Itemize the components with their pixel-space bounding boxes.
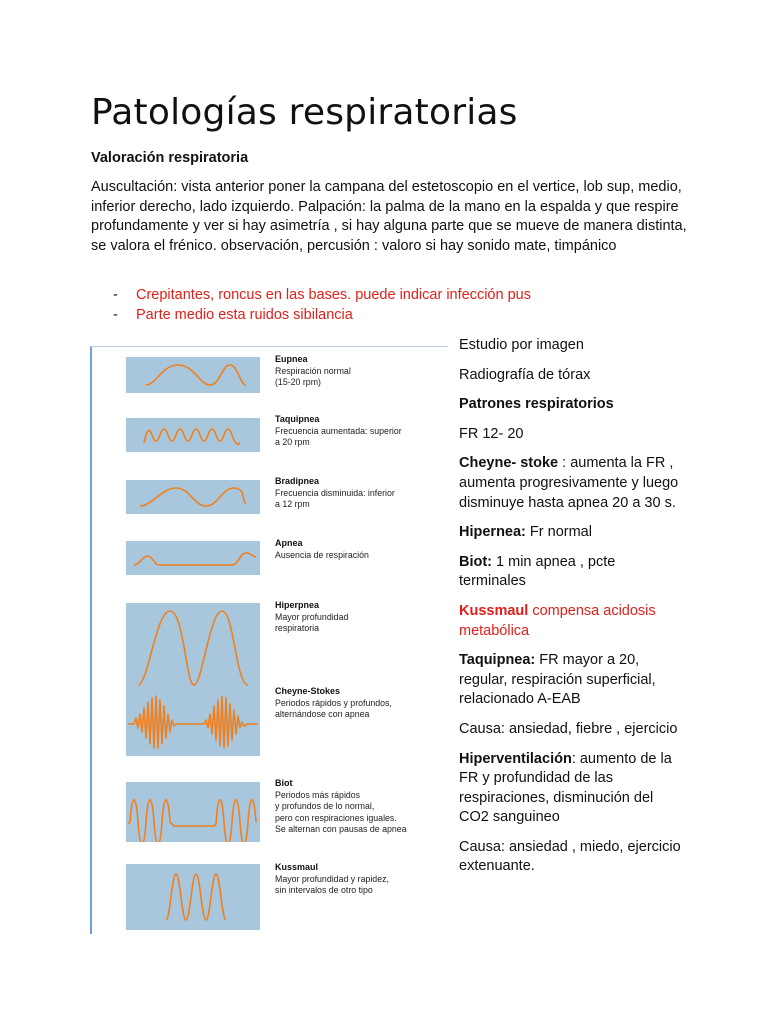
bradipnea-wave	[126, 480, 260, 514]
pattern-desc-line: Periodos rápidos y profundos,	[275, 697, 392, 708]
note-xray: Radiografía de tórax	[459, 366, 591, 383]
pattern-label	[275, 414, 455, 449]
figure-border-left	[90, 346, 92, 934]
note-biot	[459, 553, 684, 592]
auscultation-paragraph: Auscultación: vista anterior poner la campana del estetoscopio en el vertice, lob sup, medio, inferior derecho, lado izquierdo. Palpación: la palma de la mano en la espalda y que respire profundamente y ver si hay asimetría , si hay alguna parte que se mueve de manera distinta, se valora el frénico. observación, percusión : valoro si hay sonido mate, timpánico	[91, 179, 687, 254]
wave-box	[126, 480, 260, 514]
pattern-desc-line: Frecuencia disminuida: inferior	[275, 487, 395, 498]
pattern-label	[275, 778, 455, 836]
pattern-name: Bradipnea	[275, 476, 320, 486]
term: Biot:	[459, 553, 493, 570]
term-desc: FR mayor a 20, regular, respiración superficial, relacionado A-EAB	[459, 652, 656, 708]
term: Hipernea:	[459, 524, 526, 541]
wave-box	[126, 688, 260, 756]
wave-box	[126, 357, 260, 393]
pattern-desc-line: (15-20 rpm)	[275, 377, 321, 387]
term: Hiperventilación	[459, 750, 572, 767]
pattern-label	[275, 476, 455, 511]
pattern-name: Apnea	[275, 538, 303, 548]
taquipnea-wave	[126, 418, 260, 452]
term-desc: compensa acidosis metabólica	[459, 602, 656, 639]
pattern-desc-line: alternándose con apnea	[275, 709, 370, 719]
note-cheyne	[459, 454, 684, 513]
pattern-name: Taquipnea	[275, 414, 320, 424]
pattern-desc-line: respiratoria	[275, 623, 320, 633]
wave-box	[126, 864, 260, 930]
note-causa-1: Causa: ansiedad, fiebre , ejercicio	[459, 720, 678, 737]
note-fr: FR 12- 20	[459, 425, 524, 442]
pattern-desc-line: Periodos más rápidos	[275, 789, 361, 800]
term: Kussmaul	[459, 602, 529, 619]
note-causa-2: Causa: ansiedad , miedo, ejercicio extenuante.	[459, 838, 681, 875]
apnea-wave	[126, 541, 260, 575]
pattern-desc-line: sin intervalos de otro tipo	[275, 885, 373, 895]
pattern-name: Cheyne-Stokes	[275, 686, 341, 696]
pattern-desc-line: Ausencia de respiración	[275, 549, 369, 560]
term-desc: : aumenta la FR , aumenta progresivamente y luego disminuye hasta apnea 20 a 30 s.	[459, 455, 679, 511]
bullet-text: Parte medio esta ruidos sibilancia	[136, 307, 353, 323]
hiperpnea-wave	[126, 603, 260, 696]
wave-box	[126, 782, 260, 842]
pattern-label	[275, 686, 455, 721]
term: Taquipnea:	[459, 652, 536, 669]
note-hiperventilacion	[459, 750, 684, 828]
note-taquipnea	[459, 651, 684, 710]
pattern-desc-line: Frecuencia aumentada: superior	[275, 425, 402, 436]
pattern-desc-line: a 12 rpm	[275, 499, 310, 509]
pattern-desc-line: Mayor profundidad y rapidez,	[275, 873, 389, 884]
term-desc: Fr normal	[525, 524, 592, 541]
note-hipernea	[459, 523, 684, 543]
notes-column	[459, 336, 684, 887]
pattern-label	[275, 862, 455, 897]
kussmaul-wave	[126, 864, 260, 930]
note-patterns-heading: Patrones respiratorios	[459, 396, 614, 413]
wave-box	[126, 541, 260, 575]
pattern-label	[275, 538, 455, 561]
term-desc: 1 min apnea , pcte terminales	[459, 553, 616, 590]
bullet-text: Crepitantes, roncus en las bases. puede indicar infección pus	[136, 287, 531, 303]
pattern-name: Biot	[275, 778, 293, 788]
figure-border-top	[90, 346, 448, 347]
page-title: Patologías respiratorias	[91, 92, 518, 133]
eupnea-wave	[126, 357, 260, 393]
pattern-desc-line: pero con respiraciones iguales.	[275, 812, 397, 823]
pattern-desc-line: Respiración normal	[275, 365, 351, 376]
term: Cheyne- stoke	[459, 455, 559, 472]
pattern-desc-line: a 20 rpm	[275, 437, 310, 447]
wave-box	[126, 603, 260, 696]
pattern-name: Hiperpnea	[275, 600, 320, 610]
section-subtitle: Valoración respiratoria	[91, 150, 249, 166]
pattern-label	[275, 600, 455, 635]
biot-wave	[126, 782, 260, 842]
pattern-name: Kussmaul	[275, 862, 319, 872]
breathing-patterns-figure	[90, 346, 448, 934]
pattern-name: Eupnea	[275, 354, 308, 364]
pattern-label	[275, 354, 455, 389]
term-desc: : aumento de la FR y profundidad de las respiraciones, disminución del CO2 sanguineo	[459, 750, 672, 826]
pattern-desc-line: y profundos de lo normal,	[275, 801, 375, 811]
bullet-dash: -	[113, 307, 118, 323]
pattern-desc-line: Se alternan con pausas de apnea	[275, 824, 407, 834]
wave-box	[126, 418, 260, 452]
bullet-dash: -	[113, 287, 118, 303]
pattern-desc-line: Mayor profundidad	[275, 611, 349, 622]
note-kussmaul	[459, 602, 684, 641]
cheyne-stokes-wave	[126, 688, 260, 756]
note-imaging: Estudio por imagen	[459, 337, 584, 353]
